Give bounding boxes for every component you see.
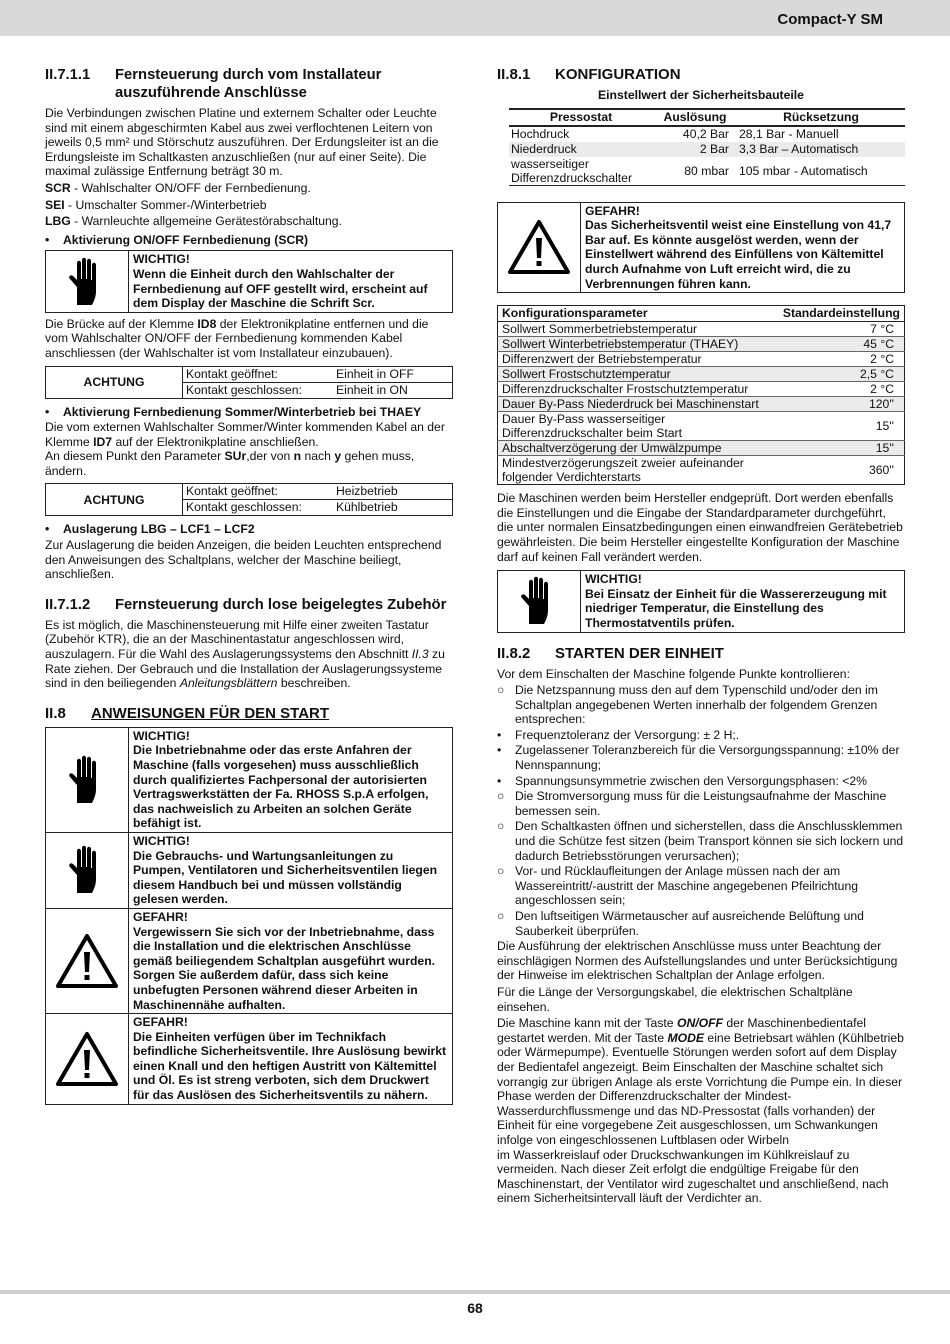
warning-icon (498, 203, 581, 293)
section-number: II.7.1.1 (45, 67, 91, 83)
notice-box (45, 909, 453, 1014)
table-row (498, 397, 905, 412)
notice-body: Vergewissern Sie sich vor der Inbetriebnahme, dass die Installation und die elektrischen Anschlüsse gemäß beiliegendem Schaltplan ausgeführt wurden. Sorgen Sie außerdem dafür, dass sich keine unbefugten Personen während dieser Arbeiten in Maschinennähe aufhalten. (133, 924, 436, 1012)
table-row (509, 126, 905, 142)
section-title: KONFIGURATION (555, 66, 681, 83)
document-title: Compact-Y SM (777, 11, 883, 28)
checklist-text: Zugelassener Toleranzbereich für die Versorgungsspannung: ±10% der Nennspannung; (515, 743, 900, 773)
table-cell: Hochdruck (511, 127, 570, 142)
notice-text (581, 571, 904, 631)
table-header: Rücksetzung (737, 109, 905, 126)
table-cell: 2 Bar (653, 142, 737, 157)
paragraph: Zur Auslagerung die beiden Anzeigen, die beiden Leuchten entsprechend den Anweisungen des Schaltplans, welcher der Maschine beiliegt, anschließen. (45, 538, 442, 582)
table-row (509, 142, 905, 157)
section-heading (45, 705, 453, 723)
definition-item (45, 198, 453, 213)
notice-label: GEFAHR! (585, 203, 640, 218)
table-header: Auslösung (653, 109, 737, 126)
definition-text: - Wahlschalter ON/OFF der Fernbedienung. (70, 180, 311, 195)
circle-bullet-icon: ○ (497, 864, 505, 879)
parameter-name: Abschaltverzögerung der Umwälzpumpe (498, 441, 779, 456)
hand-icon (46, 251, 129, 311)
notice-box (497, 570, 905, 632)
paragraph: Die Brücke auf der Klemme ID8 der Elektronikplatine entfernen und die vom Wahlschalter ON/OFF der Fernbedienung kommenden Kabel anschliessen (der Wahlschalter ist vom Installateur einzubauen). (45, 316, 429, 360)
definition-item (45, 214, 453, 229)
intro-paragraph: Die Verbindungen zwischen Platine und externem Schalter oder Leuchte sind mit einem abgeschirmten Kabel aus zwei verflochtenen Leitern von jeweils 0,5 mm² und Störschutz auszuführen. Der Erdungsleiter ist an die Erdungsleiste im Schaltkasten anzuschließen (nur auf einer Seite). Die maximal zulässige Entfernung beträgt 30 m. (45, 106, 439, 179)
definition-code: SEI (45, 197, 65, 212)
paragraph: Die Ausführung der elektrischen Anschlüsse muss unter Beachtung der einschlägigen Normen des Aufstellungslandes und unter Berücksichtigung der Hinweise im elektrischen Schaltplan der Anlage erfolgen. (497, 939, 898, 983)
bullet-icon: • (497, 773, 502, 788)
definition-code: SCR (45, 180, 71, 195)
section-heading (45, 596, 453, 614)
definition-text: - Warnleuchte allgemeine Gerätestörabschaltung. (70, 214, 342, 229)
checklist-text: Die Netzspannung muss den auf dem Typenschild und/oder den im Schaltplan angegebenen Werten innerhalb der folgendem Grenzen entsprechen: (515, 683, 878, 727)
warning-icon (46, 1014, 129, 1104)
table-header: Konfigurationsparameter (498, 306, 779, 322)
notice-label: GEFAHR! (133, 1015, 188, 1030)
checklist-text: Vor- und Rücklaufleitungen der Anlage müssen nach der am Wassereintritt/-austritt der Maschine angegebenen Pfeilrichtung angeschlossen sein; (515, 864, 859, 908)
table-row (498, 322, 905, 337)
table-row (498, 337, 905, 352)
hand-icon (46, 728, 129, 832)
achtung-label: ACHTUNG (46, 367, 183, 398)
achtung-row (183, 499, 452, 515)
table-cell: 3,3 Bar – Automatisch (737, 142, 905, 157)
page-footer (0, 1290, 950, 1344)
notice-box (45, 833, 453, 909)
checklist-item (497, 728, 905, 743)
warning-icon (46, 909, 129, 1013)
bullet-item: • Aktivierung Fernbedienung Sommer/Winterbetrieb bei THAEY (45, 404, 422, 419)
section-title: STARTEN DER EINHEIT (555, 644, 724, 662)
hand-icon (46, 833, 129, 908)
definition-list (45, 181, 453, 229)
parameter-value: 7 °C (779, 322, 905, 337)
checklist-text: Spannungsunsymmetrie zwischen den Versorgungsphasen: <2% (515, 773, 867, 788)
parameter-value: 15'' (779, 412, 905, 441)
table-row (509, 157, 905, 186)
notice-body: Die Einheiten verfügen über im Technikfach befindliche Sicherheitsventile. Ihre Auslösung bewirkt einen Knall und den heftigen Austritt von Kältemittel und Öl. Es ist streng verboten, sich dem Druckwert für das Auslösen des Sicherheitsventils zu nähern. (133, 1029, 447, 1103)
table-cell: 80 mbar (653, 157, 737, 186)
section-title: ANWEISUNGEN FÜR DEN START (91, 704, 330, 722)
parameter-name: Differenzwert der Betriebstemperatur (498, 352, 779, 367)
notice-body: Das Sicherheitsventil weist eine Einstellung von 41,7 Bar auf. Es könnte ausgelöst werden, wenn der Einstellwert während des Einfüllens von Kältemittel durch Aufnahme von Luft erreicht wird, die zu Verbrennungen führen kann. (585, 218, 892, 291)
notice-text (129, 728, 452, 832)
achtung-row (183, 484, 452, 499)
checklist-item (497, 683, 905, 727)
checklist-text: Frequenztoleranz der Versorgung: ± 2 H;. (515, 727, 740, 742)
bullet-icon: • (497, 743, 502, 758)
parameter-name: Mindestverzögerungszeit zweier aufeinander folgender Verdichterstarts (498, 456, 779, 485)
achtung-table (45, 366, 453, 399)
bullet-item: • Aktivierung ON/OFF Fernbedienung (SCR) (45, 232, 309, 247)
achtung-value: Kühlbetrieb (336, 500, 398, 515)
parameter-name: Dauer By-Pass Niederdruck bei Maschinenstart (498, 397, 779, 412)
parameter-name: Sollwert Winterbetriebstemperatur (THAEY) (498, 337, 779, 352)
checklist-item (497, 819, 905, 863)
parameter-value: 2,5 °C (779, 367, 905, 382)
section-number: II.8.2 (497, 644, 531, 662)
parameter-value: 120'' (779, 397, 905, 412)
notice-label: GEFAHR! (133, 909, 188, 924)
notice-label: WICHTIG! (133, 833, 190, 848)
parameter-name: Dauer By-Pass wasserseitiger Differenzdruckschalter beim Start (498, 412, 779, 441)
checklist-item (497, 743, 905, 772)
bullet-item: • Auslagerung LBG – LCF1 – LCF2 (45, 522, 255, 537)
notice-text (129, 1014, 452, 1104)
achtung-value: Einheit in ON (336, 382, 408, 397)
checklist-item (497, 789, 905, 818)
parameter-value: 2 °C (779, 352, 905, 367)
section-number: II.7.1.2 (45, 596, 91, 613)
notice-label: WICHTIG! (133, 252, 190, 267)
table-row (498, 412, 905, 441)
hand-icon (498, 571, 581, 631)
achtung-value: Heizbetrieb (336, 484, 398, 499)
right-column (497, 66, 905, 1208)
notice-body: Die Gebrauchs- und Wartungsanleitungen zu Pumpen, Ventilatoren und Sicherheitsventilen liegen diesem Handbuch bei und müssen vollständig gelesen werden. (133, 848, 438, 907)
paragraph: Es ist möglich, die Maschinensteuerung mit Hilfe einer zweiten Tastatur (Zubehör KTR), die an der Maschinentastatur angeschlossen wird, auszulagern. Für die Wahl des Auslagerungssystems den Abschnitt II.3 zu Rate ziehen. Der Gebrauch und die Installation der Auslagerungssysteme sind in den beiliegenden Anleitungsblättern beschreiben. (45, 617, 445, 691)
table-cell: 40,2 Bar (682, 127, 729, 142)
achtung-key: Kontakt geschlossen: (186, 382, 302, 397)
parameter-name: Differenzdruckschalter Frostschutztemperatur (498, 382, 779, 397)
checklist-text: Die Stromversorgung muss für die Leistungsaufnahme der Maschine bemessen sein. (515, 789, 887, 818)
notice-box (497, 202, 905, 294)
notice-box (45, 727, 453, 833)
definition-code: LBG (45, 214, 71, 229)
notice-text (581, 203, 904, 293)
pressostat-table (509, 108, 905, 186)
circle-bullet-icon: ○ (497, 789, 505, 804)
table-header: Pressostat (509, 109, 653, 126)
parameter-name: Sollwert Frostschutztemperatur (498, 367, 779, 382)
notice-body: Wenn die Einheit durch den Wahlschalter der Fernbedienung auf OFF gestellt wird, erscheint auf dem Display der Maschine die Schrift Scr. (133, 266, 428, 311)
left-column (45, 66, 453, 1105)
notice-box (45, 250, 453, 312)
circle-bullet-icon: ○ (497, 683, 505, 698)
parameter-value: 45 °C (779, 337, 905, 352)
table-row (498, 441, 905, 456)
achtung-key: Kontakt geöffnet: (186, 484, 278, 499)
notice-text (129, 909, 452, 1013)
notice-text (129, 251, 452, 311)
section-heading (497, 66, 905, 84)
notice-body: Bei Einsatz der Einheit für die Wassererzeugung mit niedriger Temperatur, die Einstellung des Thermostatventils prüfen. (585, 586, 887, 630)
definition-text: - Umschalter Sommer-/Winterbetrieb (64, 197, 267, 212)
achtung-key: Kontakt geöffnet: (186, 366, 278, 381)
table-row (498, 456, 905, 485)
achtung-key: Kontakt geschlossen: (186, 500, 302, 515)
table-cell: 105 mbar - Automatisch (737, 157, 905, 186)
page-header (0, 0, 950, 36)
parameter-name: Sollwert Sommerbetriebstemperatur (498, 322, 779, 337)
notice-label: WICHTIG! (133, 728, 190, 743)
table-row (498, 367, 905, 382)
achtung-label: ACHTUNG (46, 484, 183, 515)
section-title: Fernsteuerung durch lose beigelegtes Zubehör (115, 596, 447, 613)
paragraph: Vor dem Einschalten der Maschine folgende Punkte kontrollieren: (497, 666, 850, 681)
table-row (498, 352, 905, 367)
section-heading (497, 645, 905, 663)
paragraph: An diesem Punkt den Parameter SUr,der von n nach y gehen muss, ändern. (45, 449, 415, 478)
notice-label: WICHTIG! (585, 572, 642, 587)
notice-body: Die Inbetriebnahme oder das erste Anfahren der Maschine (falls vorgesehen) muss ausschließlich durch qualifiziertes Fachpersonal der autorisierten Vertragswerkstätten der Fa. RHOSS S.p.A erfolgen, das nachweislich zu Arbeiten an solchen Geräte befähigt ist. (133, 743, 429, 831)
checklist-text: Den Schaltkasten öffnen und sicherstellen, dass die Anschlussklemmen und die Schütze fest sitzen (beim Transport können sie sich lockern und dadurch Betriebsstörungen verursachen); (515, 819, 904, 863)
checklist-item (497, 864, 905, 908)
table-header: Standardeinstellung (779, 306, 905, 322)
achtung-row (183, 382, 452, 398)
section-number: II.8.1 (497, 66, 531, 83)
bullet-icon: • (497, 727, 502, 742)
achtung-value: Einheit in OFF (336, 366, 414, 381)
configuration-table (497, 305, 905, 485)
table-caption: Einstellwert der Sicherheitsbauteile (598, 88, 804, 102)
notice-stack (45, 727, 453, 1105)
page-number: 68 (467, 1300, 483, 1316)
section-title: Fernsteuerung durch vom Installateur auszuführende Anschlüsse (115, 67, 382, 101)
paragraph: Für die Länge der Versorgungskabel, die elektrischen Schaltpläne einsehen. (497, 984, 853, 1014)
circle-bullet-icon: ○ (497, 819, 505, 834)
checklist-item (497, 774, 905, 789)
table-cell: Niederdruck (509, 142, 653, 157)
achtung-table (45, 483, 453, 516)
checklist (497, 683, 905, 938)
checklist-text: Den luftseitigen Wärmetauscher auf ausreichende Belüftung und Sauberkeit überprüfen. (515, 909, 864, 938)
section-heading (45, 66, 453, 102)
table-cell: 28,1 Bar - Manuell (739, 127, 839, 142)
table-cell: wasserseitiger Differenzdruckschalter (509, 157, 653, 186)
footer-rule (0, 1290, 950, 1294)
paragraph: im Wasserkreislauf oder Druckschwankungen im Kühlkreislauf zu vermeiden. Nach dieser Zeit erfolgt die endgültige Freigabe für den Maschinenstart, der Ventilator wird zugeschaltet und anschließend, nach einem Sicherheitsintervall läuft der Verdichter an. (497, 1147, 889, 1206)
section-number: II.8 (45, 704, 66, 722)
parameter-value: 15'' (779, 441, 905, 456)
circle-bullet-icon: ○ (497, 909, 505, 923)
table-row (498, 382, 905, 397)
paragraph: Die Maschinen werden beim Hersteller endgeprüft. Dort werden ebenfalls die Einstellungen und die Eingabe der Standardparameter durchgeführt, die unter normalen Einsatzbedingungen einen einwandfreien Gerätebetrieb gewährleisten. Die beim Hersteller eingestellte Konfiguration der Maschine darf auf keinen Fall verändert werden. (497, 491, 903, 564)
checklist-item (497, 909, 905, 938)
parameter-value: 360'' (779, 456, 905, 485)
paragraph: Die Maschine kann mit der Taste ON/OFF der Maschinenbedientafel gestartet werden. Mit der Taste MODE eine Betriebsart wählen (Kühlbetrieb oder Wärmepumpe). Eventuelle Störungen werden sofort auf dem Display der Bedientafel angezeigt. Beim Einschalten der Maschine schaltet sich vorrangig zur übrigen Anlage als erste Vorrichtung die Pumpe ein. In dieser Phase werden der Differenzdruckschalter der Mindest-Wasserdurchflussmenge und das ND-Pressostat (falls vorhanden) der Einheit für eine vorgegebene Zeit ausgeschlossen, um Schwankungen infolge von eingeschlossenen Luftblasen oder Wirbeln (497, 1016, 904, 1147)
notice-text (129, 833, 452, 908)
paragraph: Die vom externen Wahlschalter Sommer/Winter kommenden Kabel an der Klemme ID7 auf der Elektronikplatine anschließen. (45, 420, 445, 449)
achtung-row (183, 367, 452, 382)
definition-item (45, 181, 453, 196)
notice-box (45, 1014, 453, 1105)
parameter-value: 2 °C (779, 382, 905, 397)
